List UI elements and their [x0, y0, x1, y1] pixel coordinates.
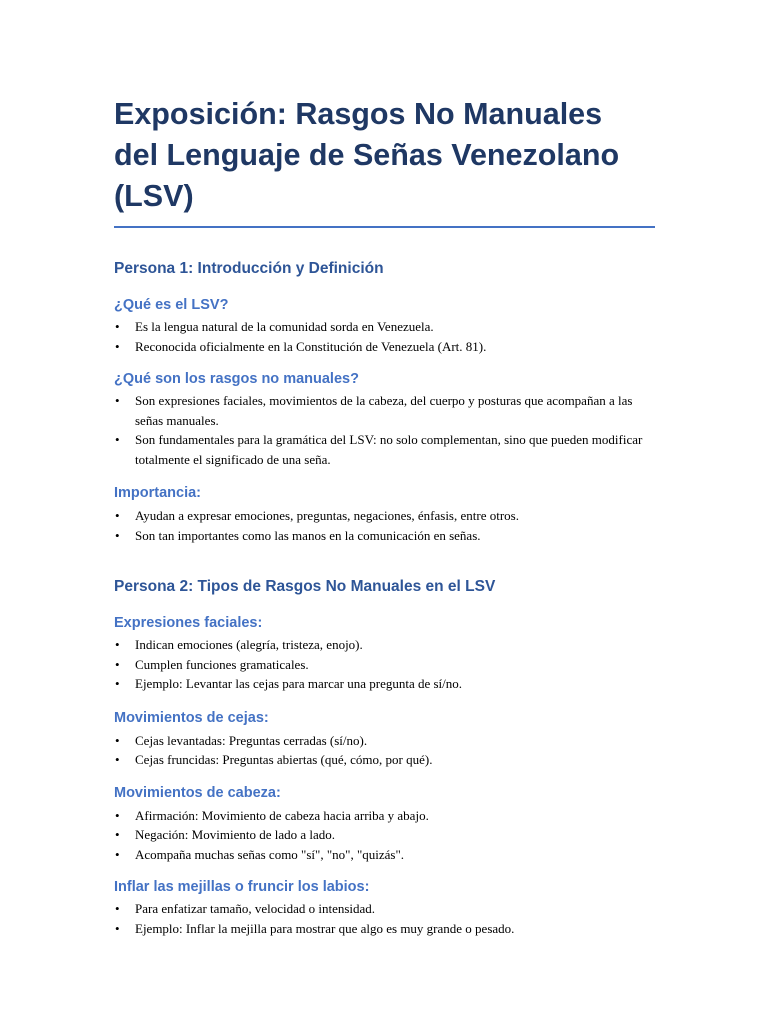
list-item-text: Indican emociones (alegría, tristeza, enojo). [135, 637, 363, 652]
list-item-text: Para enfatizar tamaño, velocidad o intensidad. [135, 901, 376, 916]
bullet-icon: • [115, 432, 120, 447]
bullet-icon: • [115, 319, 120, 334]
list-item-text: Son expresiones faciales, movimientos de la cabeza, del cuerpo y posturas que acompañan a las señas manuales. [135, 393, 633, 428]
subheading-movimientos-cejas: Movimientos de cejas: [114, 709, 269, 726]
bullet-list [114, 635, 654, 694]
bullet-icon: • [115, 807, 120, 823]
bullet-icon: • [115, 732, 120, 748]
list-item-text: Ejemplo: Inflar la mejilla para mostrar que algo es muy grande o pesado. [135, 920, 515, 936]
list-item [114, 845, 654, 865]
bullet-icon: • [115, 827, 120, 842]
list-item-text: Cumplen funciones gramaticales. [135, 656, 309, 672]
list-item-text: Acompaña muchas señas como "sí", "no", "quizás". [135, 846, 405, 862]
list-item [114, 750, 654, 770]
bullet-icon: • [115, 527, 120, 543]
list-item [114, 806, 654, 826]
bullet-icon: • [115, 846, 120, 862]
subheading-expresiones-faciales: Expresiones faciales: [114, 615, 263, 631]
bullet-list [114, 731, 654, 770]
subheading-rasgos-no-manuales: ¿Qué son los rasgos no manuales? [114, 371, 359, 387]
bullet-icon: • [115, 508, 120, 523]
list-item [114, 317, 654, 337]
subheading-importancia: Importancia: [114, 485, 202, 501]
document-title: Exposición: Rasgos No Manuales del Lenguaje de Señas Venezolano (LSV) [114, 97, 620, 213]
list-item [114, 337, 654, 357]
list-item-text: Negación: Movimiento de lado a lado. [135, 827, 336, 842]
list-item-text: Es la lengua natural de la comunidad sorda en Venezuela. [135, 319, 434, 334]
list-item-text: Afirmación: Movimiento de cabeza hacia arriba y abajo. [135, 807, 429, 823]
list-item [114, 899, 654, 919]
bullet-icon: • [115, 393, 120, 408]
list-item [114, 391, 654, 430]
list-item [114, 825, 654, 845]
section-heading-persona-1: Persona 1: Introducción y Definición [114, 260, 384, 277]
subheading-inflar-mejillas: Inflar las mejillas o fruncir los labios: [114, 879, 370, 895]
list-item-text: Ejemplo: Levantar las cejas para marcar una pregunta de sí/no. [135, 676, 463, 691]
list-item [114, 655, 654, 675]
list-item [114, 731, 654, 751]
bullet-icon: • [115, 901, 120, 916]
subheading-movimientos-cabeza: Movimientos de cabeza: [114, 784, 281, 801]
list-item [114, 526, 654, 546]
bullet-list [114, 806, 654, 865]
bullet-icon: • [115, 338, 120, 354]
bullet-list [114, 899, 654, 938]
bullet-icon: • [115, 920, 120, 936]
subheading-que-es-lsv: ¿Qué es el LSV? [114, 297, 229, 313]
list-item-text: Cejas levantadas: Preguntas cerradas (sí/no). [135, 732, 368, 748]
list-item-text: Son fundamentales para la gramática del LSV: no solo complementan, sino que pueden modificar totalmente el significado de una seña. [135, 432, 643, 467]
bullet-list [114, 317, 654, 356]
list-item [114, 674, 654, 694]
list-item-text: Ayudan a expresar emociones, preguntas, negaciones, énfasis, entre otros. [135, 508, 519, 523]
bullet-icon: • [115, 637, 120, 652]
list-item-text: Cejas fruncidas: Preguntas abiertas (qué, cómo, por qué). [135, 752, 433, 767]
bullet-icon: • [115, 656, 120, 672]
list-item [114, 919, 654, 939]
bullet-list [114, 506, 654, 545]
bullet-icon: • [115, 752, 120, 767]
list-item [114, 430, 654, 469]
bullet-icon: • [115, 676, 120, 691]
list-item [114, 506, 654, 526]
list-item-text: Reconocida oficialmente en la Constitución de Venezuela (Art. 81). [135, 338, 487, 354]
title-underline [114, 226, 655, 228]
list-item-text: Son tan importantes como las manos en la comunicación en señas. [135, 527, 481, 543]
bullet-list [114, 391, 654, 469]
section-heading-persona-2: Persona 2: Tipos de Rasgos No Manuales en el LSV [114, 578, 496, 595]
list-item [114, 635, 654, 655]
